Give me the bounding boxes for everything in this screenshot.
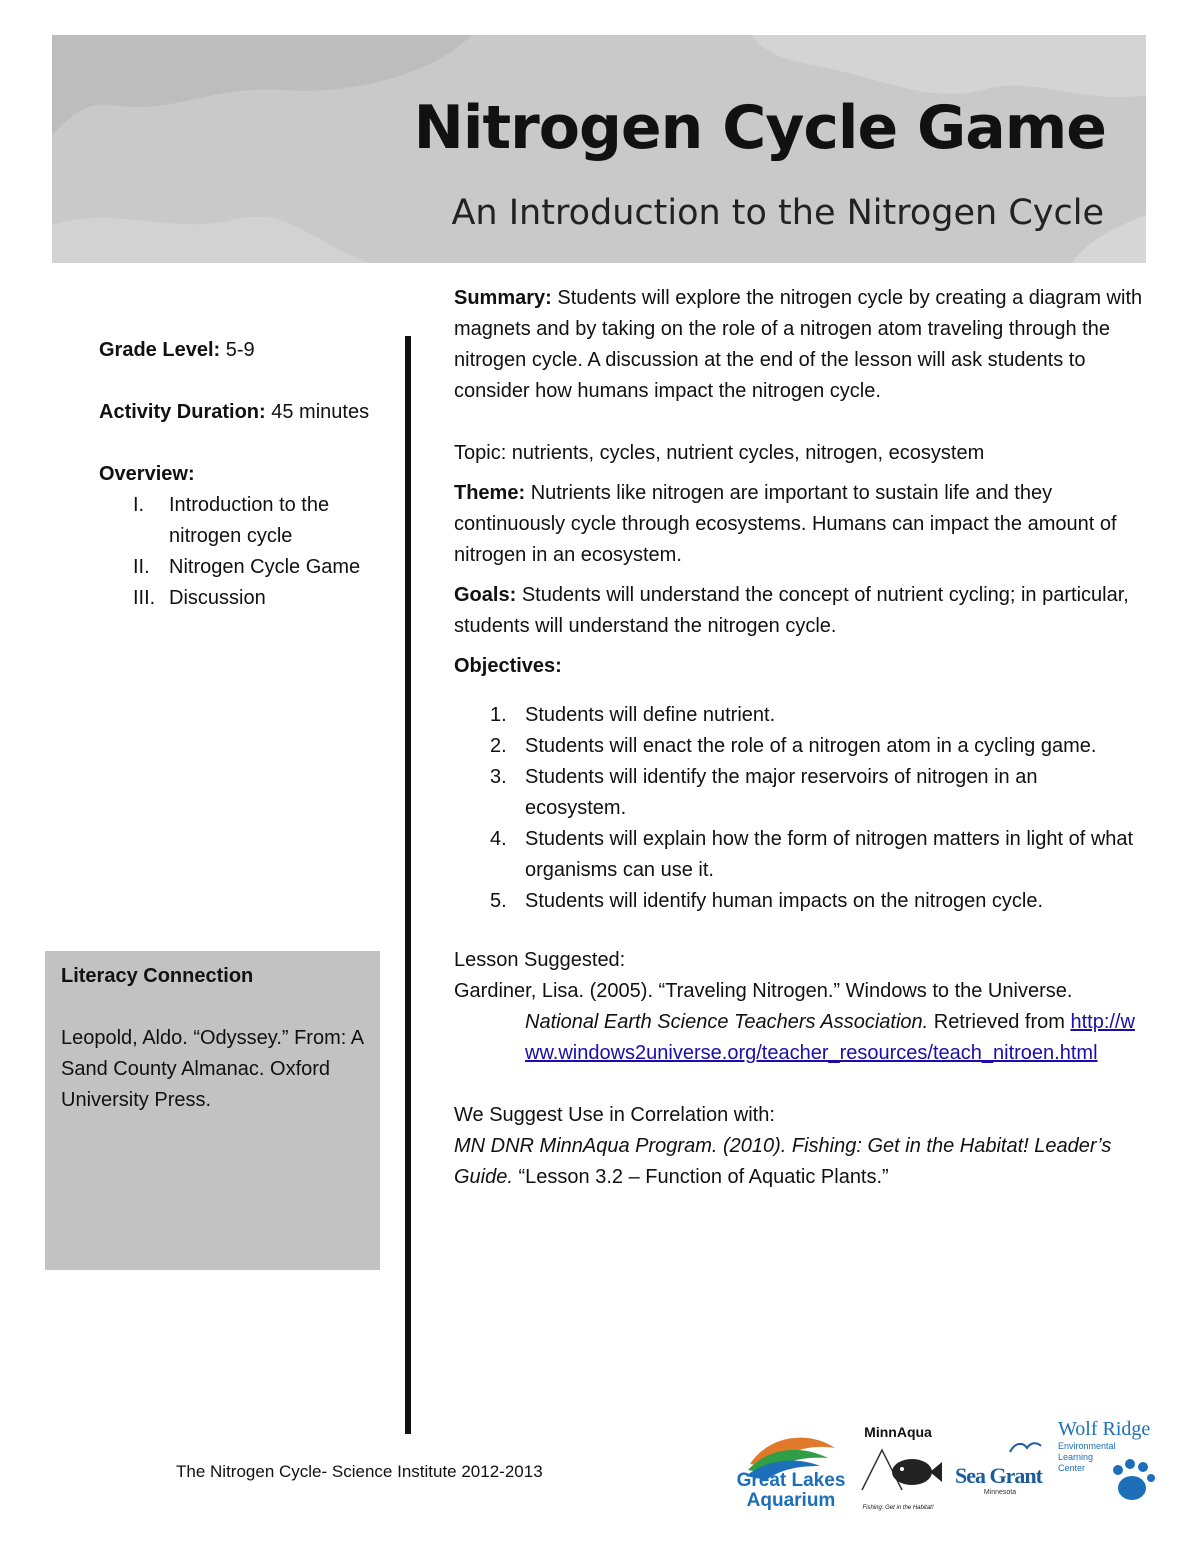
- goals-label: Goals:: [454, 584, 517, 606]
- lesson-citation: [454, 976, 1144, 1069]
- header-banner: [52, 35, 1146, 263]
- activity-duration-label: Activity Duration:: [99, 401, 266, 423]
- grade-level-value: 5-9: [225, 339, 255, 361]
- wolf-ridge-sub: Environmental Learning Center: [1058, 1441, 1116, 1473]
- citation-journal: National Earth Science Teachers Association.: [525, 1011, 929, 1033]
- literacy-title: Literacy Connection: [61, 965, 254, 987]
- wolf-ridge-name: Wolf Ridge: [1058, 1418, 1151, 1440]
- paw-icon: [1108, 1454, 1158, 1509]
- grade-level-label: Grade Level:: [99, 339, 221, 361]
- minnaqua-tagline: Fishing: Get in the Habitat!: [862, 1505, 934, 1511]
- lesson-label: Lesson Suggested:: [454, 949, 626, 971]
- correlation-citation: [454, 1131, 1144, 1193]
- activity-duration: [99, 397, 389, 428]
- list-item: 3. Students will identify the major reservoirs of nitrogen in an ecosystem.: [490, 766, 1038, 819]
- objectives-label: Objectives:: [454, 655, 562, 677]
- list-item: II. Nitrogen Cycle Game: [133, 556, 361, 578]
- list-item: 1. Students will define nutrient.: [490, 704, 776, 726]
- lesson-link[interactable]: http://www.windows2universe.org/teacher_resources/teach_nitroen.html: [525, 1011, 1135, 1064]
- bird-icon: [955, 1438, 1045, 1458]
- theme-text: Nutrients like nitrogen are important to sustain life and they continuously cycle through ecosystems. Humans can impact the amount of nitrogen in an ecosystem.: [454, 482, 1117, 566]
- sea-grant-logo: [955, 1438, 1045, 1516]
- main-content: [454, 283, 1144, 1193]
- correlation-italic: MN DNR MinnAqua Program. (2010). Fishing: Get in the Habitat! Leader’s Guide.: [454, 1135, 1112, 1188]
- activity-duration-value: 45 minutes: [271, 401, 370, 423]
- correlation-label: We Suggest Use in Correlation with:: [454, 1104, 775, 1126]
- great-lakes-line1: Great Lakes: [736, 1470, 846, 1491]
- sea-grant-name: Sea Grant: [955, 1463, 1042, 1488]
- list-item: 4. Students will explain how the form of nitrogen matters in light of what organisms can use it.: [490, 828, 1134, 881]
- document-subtitle: An Introduction to the Nitrogen Cycle: [451, 193, 1104, 233]
- topic: Topic: nutrients, cycles, nutrient cycles, nitrogen, ecosystem: [454, 442, 985, 464]
- overview-list: [99, 490, 389, 614]
- literacy-connection-box: [45, 951, 380, 1270]
- great-lakes-line2: Aquarium: [746, 1490, 836, 1511]
- minnaqua-logo: [852, 1424, 944, 1516]
- list-item: 2. Students will enact the role of a nitrogen atom in a cycling game.: [490, 735, 1097, 757]
- summary-label: Summary:: [454, 287, 552, 309]
- sea-grant-sub: Minnesota: [983, 1489, 1017, 1496]
- theme: [454, 478, 1144, 571]
- fish-icon: [852, 1440, 944, 1500]
- partner-logos: [730, 1418, 1160, 1518]
- grade-level: [99, 335, 389, 366]
- great-lakes-aquarium-logo: [730, 1426, 845, 1516]
- minnaqua-name: MinnAqua: [864, 1424, 932, 1440]
- document-title: Nitrogen Cycle Game: [413, 93, 1106, 163]
- list-item: I. Introduction to the nitrogen cycle: [133, 494, 330, 547]
- literacy-text: Leopold, Aldo. “Odyssey.” From: A Sand County Almanac. Oxford University Press.: [61, 1027, 363, 1111]
- correlation-rest: “Lesson 3.2 – Function of Aquatic Plants.”: [512, 1166, 889, 1188]
- citation-retrieved: Retrieved from: [928, 1011, 1071, 1033]
- vertical-divider: [405, 336, 411, 1434]
- sidebar-info: [99, 335, 389, 614]
- overview-label: Overview:: [99, 463, 195, 485]
- goals: [454, 580, 1144, 642]
- summary-text: Students will explore the nitrogen cycle by creating a diagram with magnets and by taking on the role of a nitrogen atom traveling through the nitrogen cycle. A discussion at the end of the lesson will ask students to consider how humans impact the nitrogen cycle.: [454, 287, 1143, 402]
- goals-text: Students will understand the concept of nutrient cycling; in particular, students will understand the nitrogen cycle.: [454, 584, 1129, 637]
- citation-text: Gardiner, Lisa. (2005). “Traveling Nitrogen.” Windows to the Universe.: [454, 980, 1073, 1002]
- footer-text: The Nitrogen Cycle- Science Institute 2012-2013: [176, 1462, 543, 1481]
- wolf-ridge-logo: [1058, 1418, 1158, 1518]
- list-item: III. Discussion: [133, 587, 266, 609]
- objectives-list: [454, 700, 1144, 917]
- theme-label: Theme:: [454, 482, 526, 504]
- list-item: 5. Students will identify human impacts on the nitrogen cycle.: [490, 890, 1044, 912]
- summary: [454, 283, 1144, 407]
